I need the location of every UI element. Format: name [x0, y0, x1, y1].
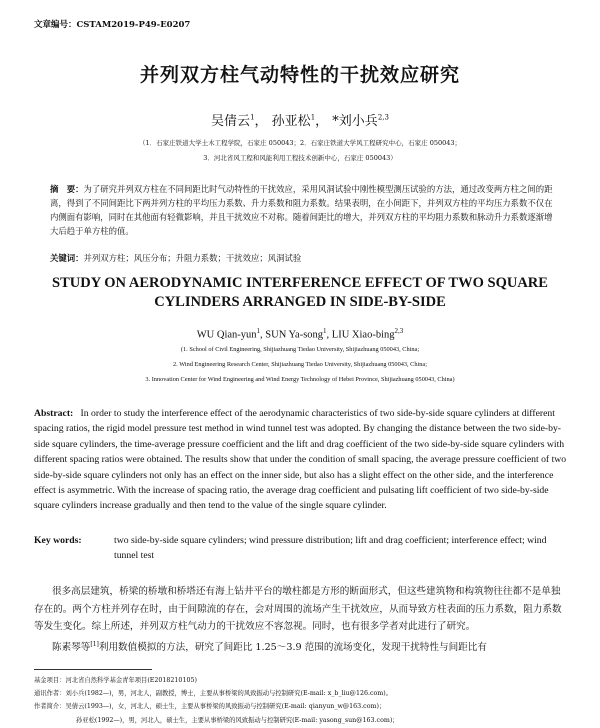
- citation-marker: [1]: [90, 640, 99, 648]
- english-title-line: STUDY ON AERODYNAMIC INTERFERENCE EFFECT OF TWO SQUARE: [52, 275, 548, 291]
- footnote-divider: [34, 669, 152, 670]
- english-affiliation-line: 3. Innovation Center for Wind Engineering and Wind Energy Technology of Hebei Province, Shijiazhuang 050043, China): [145, 376, 455, 383]
- english-keywords-text: two side-by-side square cylinders; wind pressure distribution; lift and drag coefficient; interference effect; wind tunnel test: [114, 535, 547, 562]
- body-paragraph: [34, 636, 568, 657]
- english-affiliation-line: 2. Wind Engineering Research Center, Shijiazhuang Tiedao University, Shijiazhuang 050043, China;: [173, 361, 427, 368]
- chinese-abstract-label: 摘 要：: [50, 184, 84, 194]
- chinese-affiliation-line: 3．河北省风工程和风能利用工程技术创新中心，石家庄 050043）: [203, 154, 397, 162]
- chinese-affiliation-line: （1．石家庄铁道大学土木工程学院，石家庄 050043；2．石家庄铁道大学风工程研究中心，石家庄 050043；: [138, 139, 462, 147]
- english-title-line: CYLINDERS ARRANGED IN SIDE-BY-SIDE: [154, 294, 446, 310]
- author-name: *刘小兵: [332, 114, 378, 129]
- author-affiliation-marker: 1: [310, 113, 316, 122]
- document-code: 文章编号：CSTAM2019-P49-E0207: [34, 20, 191, 30]
- chinese-authors: 吴倩云$^1$， 孙亚松$^1$， *刘小兵$^{2,3}$: [211, 113, 389, 129]
- english-abstract: [34, 406, 568, 514]
- body-paragraph: [34, 583, 568, 636]
- author-name: 孙亚松: [271, 114, 311, 129]
- author-affiliation-marker: 2,3: [377, 113, 389, 122]
- footnote-line: 作者简介：吴倩云(1993—)，女，河北人，硕士生，主要从事桥梁的风致振动与控制研究(E-mail: qianyun_w@163.com)；: [34, 703, 386, 711]
- chinese-keywords: [50, 252, 555, 264]
- chinese-abstract-text: 为了研究并列双方柱在不同间距比时气动特性的干扰效应，采用风洞试验中刚性模型测压试验的方法，通过改变两方柱之间的距离，得到了不同间距比下两并列方柱的平均压力系数、升力系数和阻力系数。结果表明，在小间距下，并列双方柱的平均压力系数不仅在内侧面有影响，同时在其他面有轻微影响，并且干扰效应不对称。随着间距比的增大，并列双方柱的平均阻力系数和脉动升力系数逐渐增大后趋于单方柱的值。: [50, 184, 553, 237]
- english-keywords-label: Key words:: [34, 535, 82, 546]
- author-name: WU Qian-yun: [196, 329, 257, 341]
- chinese-keywords-text: 并列双方柱；风压分布；升阻力系数；干扰效应；风洞试验: [83, 253, 302, 263]
- author-affiliation-marker: 1: [323, 327, 327, 335]
- english-abstract-text: In order to study the interference effect of the aerodynamic characteristics of two side-by-side square cylinders at different spacing ratios, the rigid model pressure test method in wind tunnel test was adopted. By changing the distance between the two side-by-side square cylinders, the time-average pressure coefficient and the lift and drag coefficient of the two side-by-side square cylinders with different spacing ratios were obtained. The results show that under the condition of small spacing, the average pressure coefficient of two side-by-side square cylinders not only has an effect on the inner side, but also has a slight effect on the other side, and the interference effect is asymmetric. With the increase of spacing ratio, the average drag coefficient and pulsating lift coefficient of two side-by-side square cylinders increase gradually and then tend to the value of the single square cylinder.: [34, 408, 567, 512]
- body-text: [34, 583, 568, 657]
- english-keywords: [34, 533, 568, 564]
- body-paragraph-text: 陈素琴等: [52, 641, 91, 653]
- author-affiliation-marker: 2,3: [394, 327, 404, 335]
- author-affiliation-marker: 1: [250, 113, 255, 122]
- author-name: 吴倩云: [211, 114, 251, 129]
- english-affiliation-line: (1. School of Civil Engineering, Shijiazhuang Tiedao University, Shijiazhuang 050043, China;: [180, 346, 420, 353]
- chinese-abstract: [50, 182, 555, 238]
- chinese-title: 并列双方柱气动特性的干扰效应研究: [139, 64, 460, 86]
- body-paragraph-text: 很多高层建筑，桥梁的桥墩和桥塔还有海上钻井平台的墩柱都是方形的断面形式，但这些建筑物和构筑物往往都不是单独存在的。两个方柱并列存在时，由于间隙流的存在，会对周围的流场产生干扰效应，从而导致方柱表面的压力系数，阻力系数等发生变化。综上所述，并列双方柱气动力的干扰效应不容忽视。同时，也有很多学者对此进行了研究。: [34, 586, 562, 633]
- english-abstract-label: Abstract:: [34, 408, 74, 419]
- english-title: [0, 274, 600, 312]
- chinese-keywords-label: 关键词：: [50, 253, 84, 263]
- footnote-line: 通讯作者：刘小兵(1982—)，男，河北人，副教授，博士，主要从事桥梁的风致振动与控制研究(E-mail: x_b_liu@126.com)。: [34, 690, 393, 698]
- footnote-line: 孙亚松(1992—)，男，河北人，硕士生，主要从事桥梁的风致振动与控制研究(E-mail: yasong_sun@163.com)；: [76, 716, 399, 724]
- footnote-line: 基金项目：河北省自然科学基金青年项目(E2018210105): [34, 677, 197, 684]
- body-paragraph-text: 利用数值模拟的方法，研究了间距比 1.25～3.9 范围的流场变化，发现干扰特性与间距比有: [98, 641, 487, 653]
- author-name: SUN Ya-song: [265, 329, 324, 341]
- footnotes: [34, 674, 568, 727]
- author-name: LIU Xiao-bing: [331, 329, 395, 341]
- english-authors: WU Qian-yun$^1$, SUN Ya-song$^1$, LIU Xiao-bing$^{2,3}$: [196, 327, 404, 341]
- author-affiliation-marker: 1: [256, 327, 261, 335]
